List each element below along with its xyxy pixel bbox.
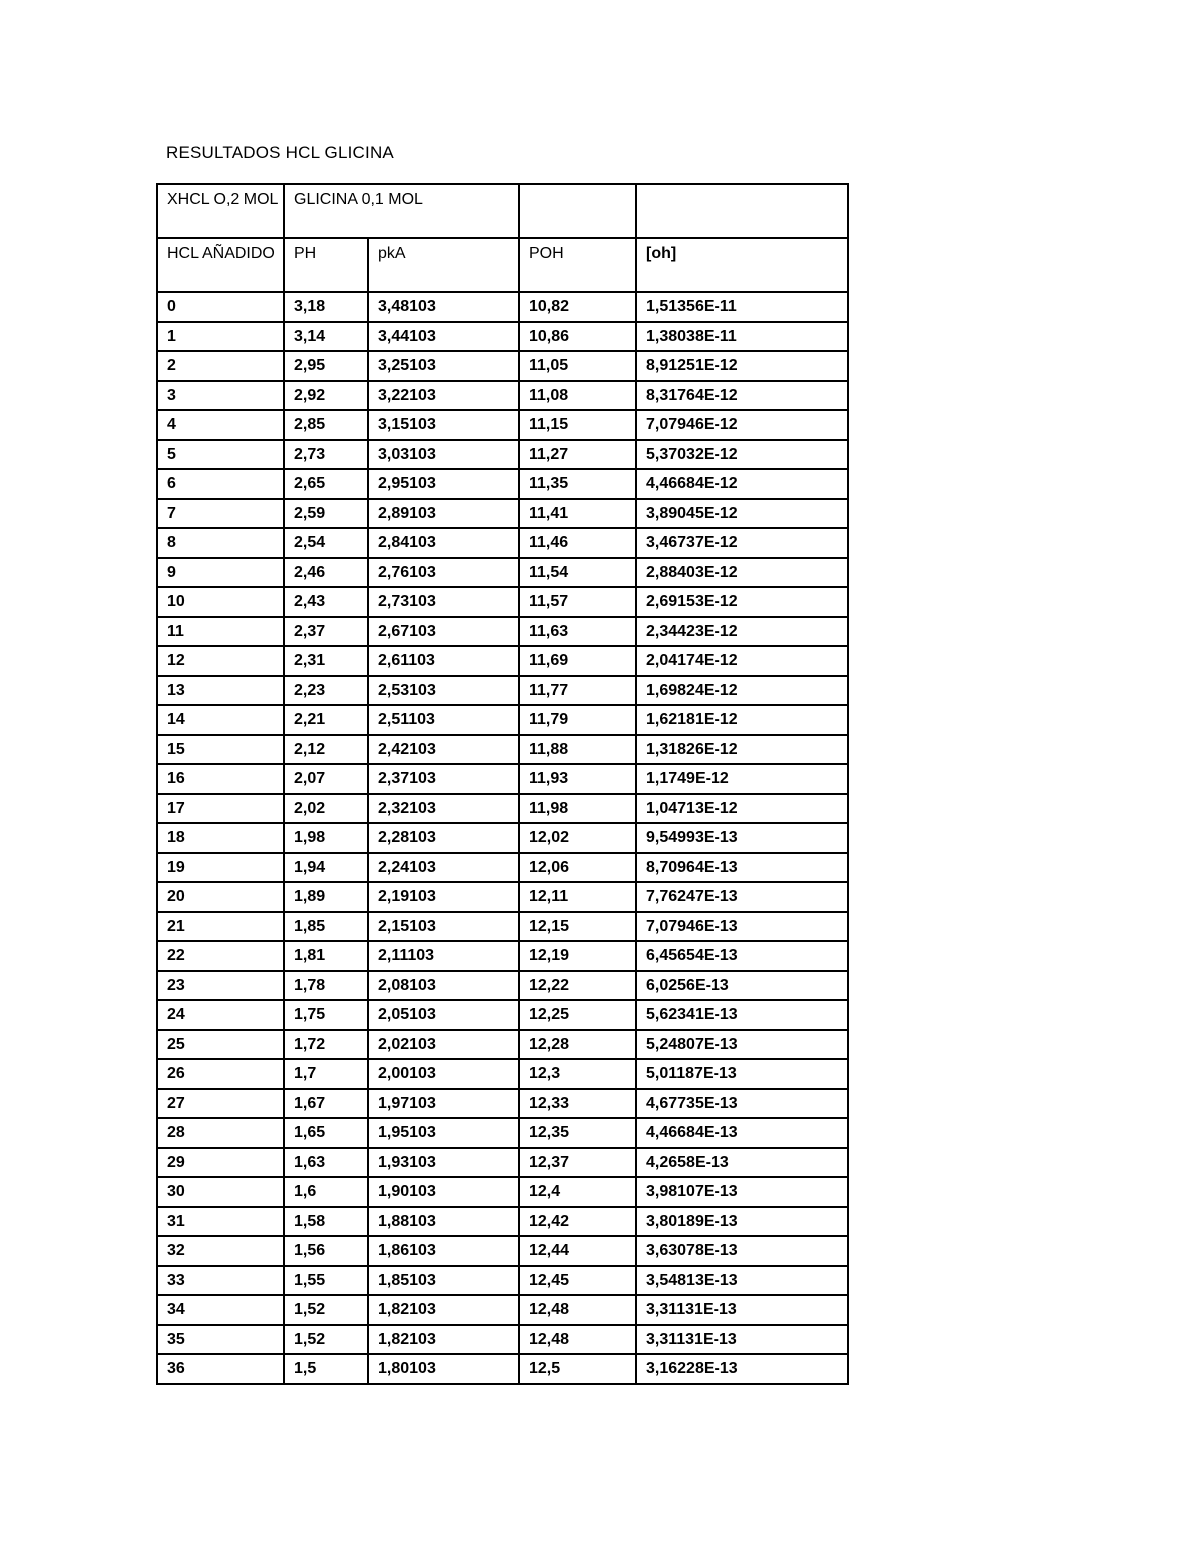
- cell-ph: 1,52: [284, 1295, 368, 1325]
- cell-oh: 8,70964E-13: [636, 853, 848, 883]
- table-row: [157, 1325, 848, 1355]
- cell-oh: 6,0256E-13: [636, 971, 848, 1001]
- table-row: [157, 440, 848, 470]
- table-row: [157, 410, 848, 440]
- cell-hcl-added: 21: [157, 912, 284, 942]
- cell-oh: 1,62181E-12: [636, 705, 848, 735]
- cell-pka: 2,53103: [368, 676, 519, 706]
- table-row: [157, 528, 848, 558]
- cell-hcl-added: 8: [157, 528, 284, 558]
- cell-pka: 1,97103: [368, 1089, 519, 1119]
- cell-pka: 2,89103: [368, 499, 519, 529]
- column-header-pka: pkA: [368, 238, 519, 292]
- cell-oh: 8,31764E-12: [636, 381, 848, 411]
- table-row: [157, 735, 848, 765]
- cell-oh: 3,31131E-13: [636, 1295, 848, 1325]
- cell-pka: 1,82103: [368, 1325, 519, 1355]
- table-row: [157, 558, 848, 588]
- cell-hcl-added: 1: [157, 322, 284, 352]
- cell-poh: 12,25: [519, 1000, 636, 1030]
- table-row: [157, 971, 848, 1001]
- table-row: [157, 292, 848, 322]
- cell-pka: 1,85103: [368, 1266, 519, 1296]
- cell-oh: 3,16228E-13: [636, 1354, 848, 1384]
- cell-oh: 1,38038E-11: [636, 322, 848, 352]
- cell-poh: 11,54: [519, 558, 636, 588]
- cell-oh: 9,54993E-13: [636, 823, 848, 853]
- cell-pka: 1,88103: [368, 1207, 519, 1237]
- cell-hcl-added: 4: [157, 410, 284, 440]
- cell-poh: 10,86: [519, 322, 636, 352]
- cell-oh: 4,67735E-13: [636, 1089, 848, 1119]
- cell-ph: 1,52: [284, 1325, 368, 1355]
- cell-poh: 12,45: [519, 1266, 636, 1296]
- table-row: [157, 1118, 848, 1148]
- table-row: [157, 1000, 848, 1030]
- cell-oh: 5,62341E-13: [636, 1000, 848, 1030]
- table-row: [157, 587, 848, 617]
- cell-poh: 12,37: [519, 1148, 636, 1178]
- cell-poh: 12,22: [519, 971, 636, 1001]
- cell-oh: 1,1749E-12: [636, 764, 848, 794]
- cell-hcl-added: 6: [157, 469, 284, 499]
- table-row: [157, 705, 848, 735]
- cell-oh: 2,88403E-12: [636, 558, 848, 588]
- cell-pka: 2,76103: [368, 558, 519, 588]
- cell-pka: 1,93103: [368, 1148, 519, 1178]
- cell-pka: 2,51103: [368, 705, 519, 735]
- cell-ph: 2,02: [284, 794, 368, 824]
- cell-hcl-added: 10: [157, 587, 284, 617]
- cell-hcl-added: 26: [157, 1059, 284, 1089]
- cell-ph: 2,12: [284, 735, 368, 765]
- header-row-concentrations: [157, 184, 848, 238]
- cell-ph: 3,18: [284, 292, 368, 322]
- cell-poh: 12,42: [519, 1207, 636, 1237]
- cell-ph: 1,5: [284, 1354, 368, 1384]
- table-row: [157, 469, 848, 499]
- results-table: [156, 183, 849, 1385]
- cell-ph: 2,54: [284, 528, 368, 558]
- table-row: [157, 1236, 848, 1266]
- cell-pka: 1,82103: [368, 1295, 519, 1325]
- header-cell-empty: [519, 184, 636, 238]
- cell-hcl-added: 22: [157, 941, 284, 971]
- cell-poh: 12,33: [519, 1089, 636, 1119]
- cell-ph: 1,94: [284, 853, 368, 883]
- cell-ph: 2,07: [284, 764, 368, 794]
- cell-poh: 12,19: [519, 941, 636, 971]
- table-row: [157, 1059, 848, 1089]
- cell-oh: 2,34423E-12: [636, 617, 848, 647]
- cell-ph: 2,31: [284, 646, 368, 676]
- table-row: [157, 853, 848, 883]
- table-row: [157, 617, 848, 647]
- cell-oh: 7,07946E-12: [636, 410, 848, 440]
- cell-ph: 1,7: [284, 1059, 368, 1089]
- cell-hcl-added: 29: [157, 1148, 284, 1178]
- cell-pka: 1,80103: [368, 1354, 519, 1384]
- cell-poh: 11,46: [519, 528, 636, 558]
- cell-oh: 3,98107E-13: [636, 1177, 848, 1207]
- cell-ph: 1,63: [284, 1148, 368, 1178]
- cell-poh: 12,5: [519, 1354, 636, 1384]
- header-cell-glicina-concentration: GLICINA 0,1 MOL: [284, 184, 519, 238]
- cell-hcl-added: 25: [157, 1030, 284, 1060]
- cell-ph: 1,89: [284, 882, 368, 912]
- cell-ph: 1,58: [284, 1207, 368, 1237]
- cell-ph: 2,37: [284, 617, 368, 647]
- table-row: [157, 941, 848, 971]
- cell-oh: 1,31826E-12: [636, 735, 848, 765]
- cell-poh: 11,15: [519, 410, 636, 440]
- page-title: RESULTADOS HCL GLICINA: [166, 143, 394, 162]
- header-row-columns: [157, 238, 848, 292]
- cell-ph: 1,6: [284, 1177, 368, 1207]
- cell-oh: 1,69824E-12: [636, 676, 848, 706]
- cell-pka: 2,84103: [368, 528, 519, 558]
- cell-poh: 11,98: [519, 794, 636, 824]
- cell-pka: 2,32103: [368, 794, 519, 824]
- cell-poh: 11,79: [519, 705, 636, 735]
- cell-ph: 3,14: [284, 322, 368, 352]
- table-row: [157, 1207, 848, 1237]
- table-row: [157, 794, 848, 824]
- table-row: [157, 764, 848, 794]
- cell-ph: 1,55: [284, 1266, 368, 1296]
- cell-ph: 2,65: [284, 469, 368, 499]
- cell-poh: 12,15: [519, 912, 636, 942]
- cell-hcl-added: 23: [157, 971, 284, 1001]
- cell-pka: 2,28103: [368, 823, 519, 853]
- cell-ph: 1,56: [284, 1236, 368, 1266]
- cell-hcl-added: 9: [157, 558, 284, 588]
- cell-hcl-added: 13: [157, 676, 284, 706]
- header-cell-hcl-concentration: XHCL O,2 MOL: [157, 184, 284, 238]
- table-row: [157, 1354, 848, 1384]
- cell-ph: 1,85: [284, 912, 368, 942]
- cell-pka: 2,02103: [368, 1030, 519, 1060]
- cell-hcl-added: 36: [157, 1354, 284, 1384]
- cell-ph: 2,92: [284, 381, 368, 411]
- cell-poh: 11,63: [519, 617, 636, 647]
- cell-oh: 2,04174E-12: [636, 646, 848, 676]
- cell-hcl-added: 24: [157, 1000, 284, 1030]
- cell-poh: 11,69: [519, 646, 636, 676]
- cell-ph: 2,23: [284, 676, 368, 706]
- cell-poh: 12,11: [519, 882, 636, 912]
- cell-pka: 2,95103: [368, 469, 519, 499]
- cell-oh: 8,91251E-12: [636, 351, 848, 381]
- cell-pka: 1,95103: [368, 1118, 519, 1148]
- cell-pka: 3,44103: [368, 322, 519, 352]
- cell-pka: 2,24103: [368, 853, 519, 883]
- cell-hcl-added: 28: [157, 1118, 284, 1148]
- column-header-oh-concentration: [oh]: [636, 238, 848, 292]
- cell-pka: 3,22103: [368, 381, 519, 411]
- cell-ph: 1,81: [284, 941, 368, 971]
- cell-hcl-added: 12: [157, 646, 284, 676]
- cell-oh: 3,80189E-13: [636, 1207, 848, 1237]
- cell-oh: 1,51356E-11: [636, 292, 848, 322]
- table-row: [157, 499, 848, 529]
- cell-poh: 11,41: [519, 499, 636, 529]
- cell-oh: 1,04713E-12: [636, 794, 848, 824]
- cell-oh: 5,01187E-13: [636, 1059, 848, 1089]
- cell-hcl-added: 30: [157, 1177, 284, 1207]
- cell-ph: 1,78: [284, 971, 368, 1001]
- cell-hcl-added: 7: [157, 499, 284, 529]
- cell-ph: 2,85: [284, 410, 368, 440]
- cell-poh: 11,05: [519, 351, 636, 381]
- cell-pka: 2,37103: [368, 764, 519, 794]
- cell-hcl-added: 20: [157, 882, 284, 912]
- cell-hcl-added: 34: [157, 1295, 284, 1325]
- cell-hcl-added: 3: [157, 381, 284, 411]
- column-header-ph: PH: [284, 238, 368, 292]
- cell-hcl-added: 31: [157, 1207, 284, 1237]
- cell-poh: 12,06: [519, 853, 636, 883]
- cell-poh: 11,27: [519, 440, 636, 470]
- cell-ph: 1,75: [284, 1000, 368, 1030]
- cell-pka: 2,05103: [368, 1000, 519, 1030]
- cell-hcl-added: 19: [157, 853, 284, 883]
- header-cell-empty: [636, 184, 848, 238]
- cell-pka: 3,25103: [368, 351, 519, 381]
- cell-ph: 2,59: [284, 499, 368, 529]
- column-header-hcl-added: HCL AÑADIDO: [157, 238, 284, 292]
- table-row: [157, 882, 848, 912]
- cell-oh: 4,46684E-12: [636, 469, 848, 499]
- cell-poh: 11,88: [519, 735, 636, 765]
- cell-ph: 2,43: [284, 587, 368, 617]
- cell-poh: 12,48: [519, 1295, 636, 1325]
- table-row: [157, 381, 848, 411]
- cell-oh: 3,63078E-13: [636, 1236, 848, 1266]
- cell-pka: 1,86103: [368, 1236, 519, 1266]
- table-row: [157, 1030, 848, 1060]
- column-header-poh: POH: [519, 238, 636, 292]
- table-row: [157, 1089, 848, 1119]
- cell-pka: 2,61103: [368, 646, 519, 676]
- cell-oh: 4,46684E-13: [636, 1118, 848, 1148]
- cell-hcl-added: 0: [157, 292, 284, 322]
- cell-pka: 2,15103: [368, 912, 519, 942]
- cell-hcl-added: 11: [157, 617, 284, 647]
- cell-poh: 11,77: [519, 676, 636, 706]
- cell-hcl-added: 27: [157, 1089, 284, 1119]
- cell-poh: 12,35: [519, 1118, 636, 1148]
- cell-hcl-added: 14: [157, 705, 284, 735]
- cell-pka: 3,03103: [368, 440, 519, 470]
- cell-oh: 3,89045E-12: [636, 499, 848, 529]
- table-row: [157, 1295, 848, 1325]
- cell-hcl-added: 15: [157, 735, 284, 765]
- cell-poh: 12,44: [519, 1236, 636, 1266]
- cell-poh: 11,93: [519, 764, 636, 794]
- table-row: [157, 823, 848, 853]
- cell-ph: 1,72: [284, 1030, 368, 1060]
- cell-pka: 2,67103: [368, 617, 519, 647]
- table-row: [157, 322, 848, 352]
- table-row: [157, 676, 848, 706]
- cell-ph: 2,95: [284, 351, 368, 381]
- table-row: [157, 1266, 848, 1296]
- cell-hcl-added: 5: [157, 440, 284, 470]
- cell-poh: 11,57: [519, 587, 636, 617]
- cell-pka: 2,42103: [368, 735, 519, 765]
- cell-poh: 11,08: [519, 381, 636, 411]
- cell-poh: 12,48: [519, 1325, 636, 1355]
- cell-oh: 6,45654E-13: [636, 941, 848, 971]
- table-row: [157, 1148, 848, 1178]
- cell-hcl-added: 18: [157, 823, 284, 853]
- cell-oh: 5,37032E-12: [636, 440, 848, 470]
- cell-poh: 11,35: [519, 469, 636, 499]
- cell-hcl-added: 35: [157, 1325, 284, 1355]
- cell-hcl-added: 2: [157, 351, 284, 381]
- cell-oh: 7,07946E-13: [636, 912, 848, 942]
- cell-poh: 12,3: [519, 1059, 636, 1089]
- cell-oh: 2,69153E-12: [636, 587, 848, 617]
- cell-ph: 1,98: [284, 823, 368, 853]
- cell-oh: 3,54813E-13: [636, 1266, 848, 1296]
- cell-hcl-added: 32: [157, 1236, 284, 1266]
- cell-ph: 2,46: [284, 558, 368, 588]
- cell-ph: 1,65: [284, 1118, 368, 1148]
- cell-poh: 12,02: [519, 823, 636, 853]
- cell-oh: 3,46737E-12: [636, 528, 848, 558]
- cell-ph: 1,67: [284, 1089, 368, 1119]
- cell-pka: 2,11103: [368, 941, 519, 971]
- cell-pka: 2,19103: [368, 882, 519, 912]
- cell-ph: 2,73: [284, 440, 368, 470]
- table-row: [157, 1177, 848, 1207]
- cell-hcl-added: 33: [157, 1266, 284, 1296]
- cell-pka: 3,15103: [368, 410, 519, 440]
- cell-hcl-added: 16: [157, 764, 284, 794]
- cell-oh: 3,31131E-13: [636, 1325, 848, 1355]
- table-row: [157, 646, 848, 676]
- cell-oh: 4,2658E-13: [636, 1148, 848, 1178]
- cell-oh: 7,76247E-13: [636, 882, 848, 912]
- cell-pka: 2,08103: [368, 971, 519, 1001]
- cell-pka: 1,90103: [368, 1177, 519, 1207]
- cell-hcl-added: 17: [157, 794, 284, 824]
- cell-pka: 2,00103: [368, 1059, 519, 1089]
- cell-ph: 2,21: [284, 705, 368, 735]
- table-row: [157, 351, 848, 381]
- cell-pka: 3,48103: [368, 292, 519, 322]
- cell-poh: 12,4: [519, 1177, 636, 1207]
- cell-poh: 12,28: [519, 1030, 636, 1060]
- cell-poh: 10,82: [519, 292, 636, 322]
- cell-oh: 5,24807E-13: [636, 1030, 848, 1060]
- cell-pka: 2,73103: [368, 587, 519, 617]
- table-row: [157, 912, 848, 942]
